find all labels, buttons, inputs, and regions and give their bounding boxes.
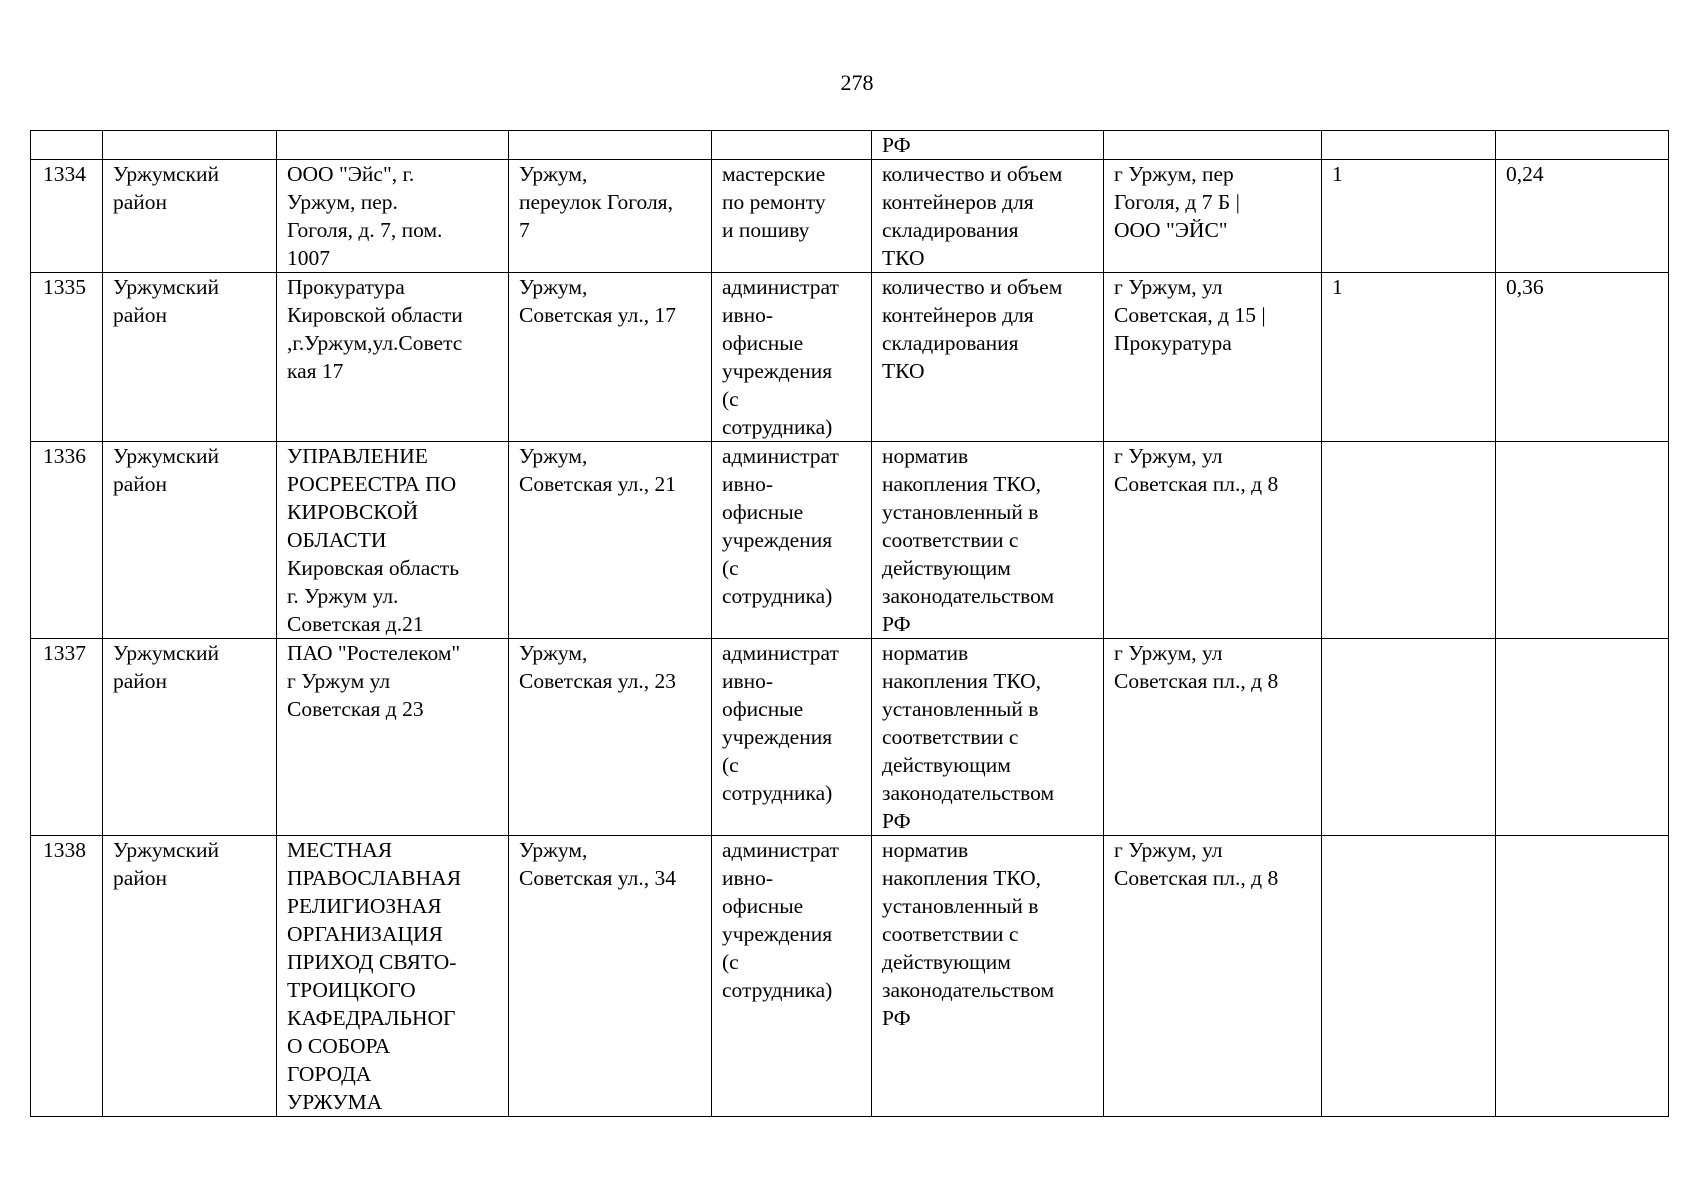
cell-district: Уржумский район [103,639,277,836]
registry-table [30,130,1669,1117]
table-row [31,273,1669,442]
cell-address: Уржум, Советская ул., 17 [509,273,712,442]
cell-category: администрат ивно- офисные учреждения (с сотрудника) [712,442,872,639]
cell-calc-method: норматив накопления ТКО, установленный в соответствии с действующим законодательством РФ [872,836,1104,1117]
cell-containers [1322,442,1496,639]
cell-calc-method: норматив накопления ТКО, установленный в соответствии с действующим законодательством РФ [872,639,1104,836]
table-row [31,160,1669,273]
cell-container-site: г Уржум, ул Советская пл., д 8 [1104,442,1322,639]
cell-address: Уржум, переулок Гоголя, 7 [509,160,712,273]
cell-containers: 1 [1322,160,1496,273]
cell-container-site: г Уржум, пер Гоголя, д 7 Б | ООО "ЭЙС" [1104,160,1322,273]
cell-calc-method: РФ [872,131,1104,160]
cell-category: администрат ивно- офисные учреждения (с сотрудника) [712,639,872,836]
cell-containers: 1 [1322,273,1496,442]
cell-number: 1338 [31,836,103,1117]
cell-containers [1322,639,1496,836]
cell-organization: ООО "Эйс", г. Уржум, пер. Гоголя, д. 7, пом. 1007 [277,160,509,273]
cell-district: Уржумский район [103,442,277,639]
cell-number: 1336 [31,442,103,639]
cell-volume: 0,24 [1496,160,1669,273]
cell-category: администрат ивно- офисные учреждения (с сотрудника) [712,836,872,1117]
cell-organization: Прокуратура Кировской области ,г.Уржум,ул.Советс кая 17 [277,273,509,442]
cell-volume [1496,131,1669,160]
cell-district: Уржумский район [103,836,277,1117]
cell-organization: УПРАВЛЕНИЕ РОСРЕЕСТРА ПО КИРОВСКОЙ ОБЛАСТИ Кировская область г. Уржум ул. Советская д.21 [277,442,509,639]
page-number: 278 [840,70,874,95]
cell-organization: ПАО "Ростелеком" г Уржум ул Советская д 23 [277,639,509,836]
cell-calc-method: количество и объем контейнеров для складирования ТКО [872,273,1104,442]
cell-district: Уржумский район [103,273,277,442]
cell-containers [1322,836,1496,1117]
table-row [31,442,1669,639]
cell-number: 1337 [31,639,103,836]
cell-address: Уржум, Советская ул., 34 [509,836,712,1117]
cell-calc-method: количество и объем контейнеров для складирования ТКО [872,160,1104,273]
cell-number: 1335 [31,273,103,442]
cell-organization: МЕСТНАЯ ПРАВОСЛАВНАЯ РЕЛИГИОЗНАЯ ОРГАНИЗАЦИЯ ПРИХОД СВЯТО- ТРОИЦКОГО КАФЕДРАЛЬНОГ О СОБОРА ГОРОДА УРЖУМА [277,836,509,1117]
cell-calc-method: норматив накопления ТКО, установленный в соответствии с действующим законодательством РФ [872,442,1104,639]
cell-number [31,131,103,160]
cell-volume [1496,639,1669,836]
cell-category: мастерские по ремонту и пошиву [712,160,872,273]
cell-container-site: г Уржум, ул Советская, д 15 | Прокуратура [1104,273,1322,442]
cell-address: Уржум, Советская ул., 23 [509,639,712,836]
cell-address [509,131,712,160]
cell-category: администрат ивно- офисные учреждения (с сотрудника) [712,273,872,442]
cell-number: 1334 [31,160,103,273]
cell-organization [277,131,509,160]
cell-address: Уржум, Советская ул., 21 [509,442,712,639]
table-row [31,639,1669,836]
cell-containers [1322,131,1496,160]
cell-district [103,131,277,160]
cell-container-site [1104,131,1322,160]
cell-volume [1496,442,1669,639]
cell-container-site: г Уржум, ул Советская пл., д 8 [1104,639,1322,836]
cell-volume [1496,836,1669,1117]
cell-container-site: г Уржум, ул Советская пл., д 8 [1104,836,1322,1117]
cell-volume: 0,36 [1496,273,1669,442]
table-row [31,836,1669,1117]
cell-category [712,131,872,160]
cell-district: Уржумский район [103,160,277,273]
table-row-continuation [31,131,1669,160]
